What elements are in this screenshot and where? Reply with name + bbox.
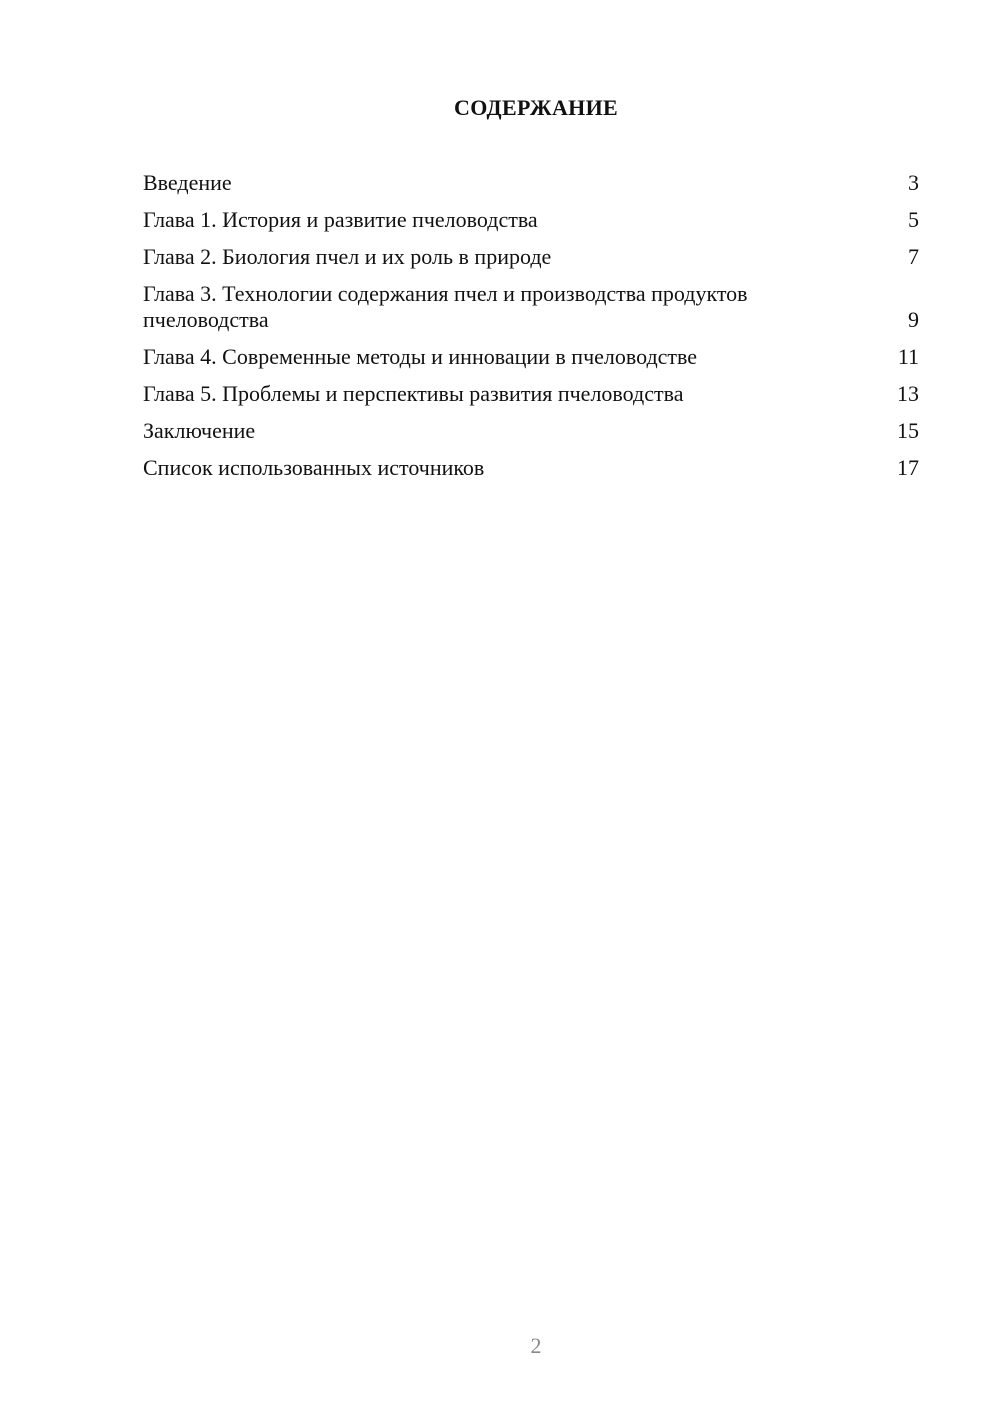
toc-entry-page: 13: [897, 381, 919, 406]
toc-entry-chapter-4[interactable]: [143, 344, 919, 370]
toc-entry-label: Глава 2. Биология пчел и их роль в природе: [143, 244, 552, 269]
toc-entry-page: 17: [897, 455, 919, 480]
toc-entry-chapter-2[interactable]: [143, 244, 919, 270]
page-number: 2: [530, 1333, 542, 1358]
toc-entry-page: 9: [908, 307, 919, 332]
toc-entry-label: Глава 3. Технологии содержания пчел и производства продуктов пчеловодства: [143, 281, 748, 332]
table-of-contents: [143, 170, 919, 492]
toc-entry-page: 11: [897, 344, 919, 369]
toc-entry-references[interactable]: [143, 455, 919, 481]
toc-entry-page: 7: [908, 244, 919, 269]
toc-entry-label: Заключение: [143, 418, 256, 443]
toc-entry-chapter-5[interactable]: [143, 381, 919, 407]
toc-entry-page: 3: [908, 170, 919, 195]
toc-entry-label: Введение: [143, 170, 232, 195]
toc-heading: СОДЕРЖАНИЕ: [454, 95, 618, 120]
toc-entry-label: Глава 5. Проблемы и перспективы развития пчеловодства: [143, 381, 684, 406]
toc-entry-page: 15: [897, 418, 919, 443]
toc-entry-conclusion[interactable]: [143, 418, 919, 444]
toc-entry-label: Глава 1. История и развитие пчеловодства: [143, 207, 538, 232]
toc-entry-chapter-1[interactable]: [143, 207, 919, 233]
toc-entry-page: 5: [908, 207, 919, 232]
toc-entry-label: Глава 4. Современные методы и инновации в пчеловодстве: [143, 344, 698, 369]
toc-entry-label: Список использованных источников: [143, 455, 485, 480]
toc-entry-chapter-3[interactable]: [143, 281, 919, 333]
toc-entry-introduction[interactable]: [143, 170, 919, 196]
